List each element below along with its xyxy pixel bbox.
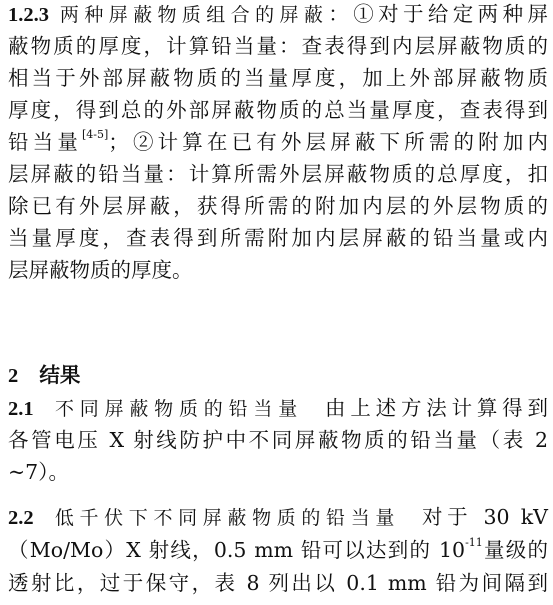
text-run: 透射比，过于保守，表 8 列出以 0.1 mm 铅为间隔到 xyxy=(8,571,548,595)
text-run: 除已有外层屏蔽，获得所需的附加内层的外层物质的 xyxy=(8,194,548,218)
text-run: 蔽物质的厚度，计算铅当量：查表得到内层屏蔽物质的 xyxy=(8,34,548,58)
paragraph-line xyxy=(8,458,548,486)
paragraph-line xyxy=(8,536,548,564)
paragraph-line xyxy=(8,64,548,92)
section-number: 2 xyxy=(8,365,19,387)
paragraph-line xyxy=(8,426,548,454)
exponent: -11 xyxy=(465,536,483,550)
paragraph-line xyxy=(8,128,548,156)
paragraph-line xyxy=(8,160,548,188)
section-number: 1.2.3 xyxy=(8,4,49,26)
paragraph-line xyxy=(8,192,548,220)
paragraph-line xyxy=(8,394,548,422)
text-run: ：①对于给定两种屏 xyxy=(328,2,548,26)
paragraph-line xyxy=(8,0,548,28)
text-run: （Mo/Mo）X 射线，0.5 mm 铅可以达到的 10 xyxy=(8,538,466,562)
text-run: 层屏蔽的铅当量：计算所需外层屏蔽物质的总厚度，扣 xyxy=(8,162,548,186)
section-heading xyxy=(8,361,548,389)
section-number: 2.2 xyxy=(8,507,34,529)
text-run: ~7）。 xyxy=(8,460,69,484)
paragraph-line xyxy=(8,503,548,531)
text-run: 各管电压 X 射线防护中不同屏蔽物质的铅当量（表 2 xyxy=(8,428,548,452)
paragraph-line xyxy=(8,256,548,284)
paragraph-line xyxy=(8,96,548,124)
text-run: 量级的 xyxy=(482,538,549,562)
text-run: 层屏蔽物质的厚度。 xyxy=(8,258,193,282)
text-run: 相当于外部屏蔽物质的当量厚度，加上外部屏蔽物质 xyxy=(8,66,548,90)
text-run: 铅当量 xyxy=(8,130,82,154)
section-title: 结果 xyxy=(39,363,81,387)
section-title: 两种屏蔽物质组合的屏蔽 xyxy=(59,5,329,26)
text-run: 对于 30 kV xyxy=(422,505,548,529)
text-run: 由上述方法计算得到 xyxy=(325,396,548,420)
citation: [4-5] xyxy=(81,128,109,142)
section-title: 不同屏蔽物质的铅当量 xyxy=(54,399,304,420)
section-title: 低千伏下不同屏蔽物质的铅当量 xyxy=(54,508,401,529)
paragraph-line xyxy=(8,224,548,252)
paragraph-line xyxy=(8,32,548,60)
text-run: 厚度，得到总的外部屏蔽物质的总当量厚度，查表得到 xyxy=(8,98,548,122)
section-number: 2.1 xyxy=(8,398,34,420)
text-run: 当量厚度，查表得到所需附加内层屏蔽的铅当量或内 xyxy=(8,226,548,250)
paragraph-line xyxy=(8,569,548,597)
text-run: ；②计算在已有外层屏蔽下所需的附加内 xyxy=(108,130,549,154)
